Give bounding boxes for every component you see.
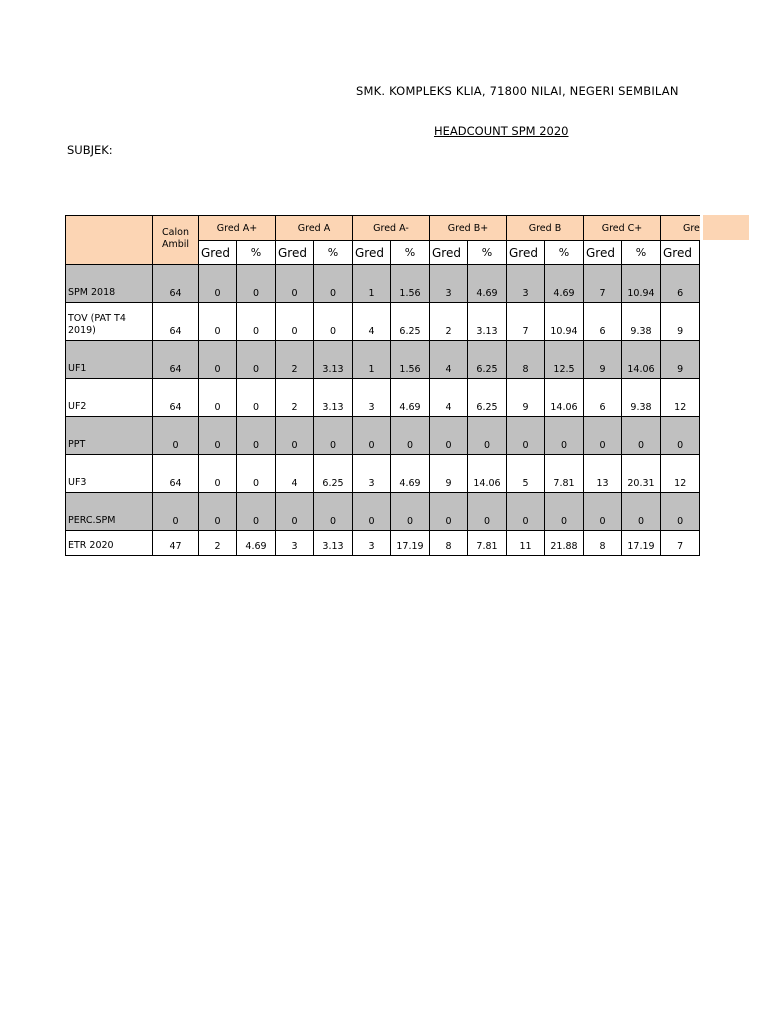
- row-label: TOV (PAT T4 2019): [66, 303, 153, 341]
- gred-count-cell: 7: [507, 303, 545, 341]
- percent-cell: 0: [314, 265, 353, 303]
- table-row: [66, 417, 700, 455]
- percent-cell: 0: [314, 493, 353, 531]
- grade-header: Gred C+: [584, 216, 661, 241]
- percent-cell: 3.13: [314, 379, 353, 417]
- percent-cell: 0: [622, 493, 661, 531]
- gred-count-cell: 3: [353, 531, 391, 556]
- sub-header-gred: Gred: [276, 241, 314, 265]
- percent-cell: 0: [237, 265, 276, 303]
- calon-cell: 64: [153, 341, 199, 379]
- gred-count-cell: 0: [199, 265, 237, 303]
- gred-count-cell: 0: [276, 303, 314, 341]
- percent-cell: 14.06: [622, 341, 661, 379]
- percent-cell: 9.38: [622, 303, 661, 341]
- sub-header-percent: %: [237, 241, 276, 265]
- calon-cell: 0: [153, 493, 199, 531]
- gred-count-cell: 0: [507, 493, 545, 531]
- percent-cell: 10.94: [622, 265, 661, 303]
- gred-count-cell: 2: [199, 531, 237, 556]
- gred-count-cell: 0: [199, 417, 237, 455]
- gred-count-cell: 9: [584, 341, 622, 379]
- gred-count-cell: 3: [276, 531, 314, 556]
- percent-cell: 0: [237, 379, 276, 417]
- percent-cell: 3.13: [314, 341, 353, 379]
- gred-count-cell: 0: [353, 493, 391, 531]
- sub-header-gred: Gred: [584, 241, 622, 265]
- sub-header-percent: %: [545, 241, 584, 265]
- gred-count-cell: 0: [661, 493, 700, 531]
- gred-count-cell: 0: [430, 493, 468, 531]
- sub-header-percent: %: [314, 241, 353, 265]
- percent-cell: 1.56: [391, 341, 430, 379]
- percent-cell: 0: [237, 455, 276, 493]
- percent-cell: 14.06: [545, 379, 584, 417]
- percent-cell: 0: [314, 303, 353, 341]
- gred-count-cell: 0: [276, 265, 314, 303]
- percent-cell: 6.25: [468, 341, 507, 379]
- percent-cell: 6.25: [314, 455, 353, 493]
- gred-count-cell: 0: [507, 417, 545, 455]
- sub-header-gred: Gred: [430, 241, 468, 265]
- gred-count-cell: 5: [507, 455, 545, 493]
- row-label: ETR 2020: [66, 531, 153, 556]
- gred-count-cell: 9: [430, 455, 468, 493]
- calon-cell: 47: [153, 531, 199, 556]
- sub-header-gred: Gred: [199, 241, 237, 265]
- school-name: SMK. KOMPLEKS KLIA, 71800 NILAI, NEGERI SEMBILAN: [356, 84, 679, 98]
- percent-cell: 4.69: [391, 379, 430, 417]
- gred-count-cell: 12: [661, 379, 700, 417]
- percent-cell: 0: [237, 303, 276, 341]
- percent-cell: 10.94: [545, 303, 584, 341]
- percent-cell: 0: [622, 417, 661, 455]
- gred-count-cell: 9: [661, 303, 700, 341]
- grade-header: Gred B: [507, 216, 584, 241]
- percent-cell: 4.69: [468, 265, 507, 303]
- table-body: [66, 265, 700, 556]
- gred-count-cell: 1: [353, 265, 391, 303]
- gred-count-cell: 8: [507, 341, 545, 379]
- gred-count-cell: 9: [507, 379, 545, 417]
- percent-cell: 14.06: [468, 455, 507, 493]
- gred-count-cell: 1: [353, 341, 391, 379]
- percent-cell: 0: [545, 417, 584, 455]
- row-label: SPM 2018: [66, 265, 153, 303]
- calon-cell: 64: [153, 303, 199, 341]
- gred-count-cell: 8: [430, 531, 468, 556]
- percent-cell: 21.88: [545, 531, 584, 556]
- row-label: PPT: [66, 417, 153, 455]
- sub-header-gred: Gred: [353, 241, 391, 265]
- table-row: [66, 379, 700, 417]
- gred-count-cell: 0: [199, 455, 237, 493]
- sub-header-percent: %: [468, 241, 507, 265]
- gred-count-cell: 2: [276, 379, 314, 417]
- calon-cell: 64: [153, 379, 199, 417]
- percent-cell: 20.31: [622, 455, 661, 493]
- gred-count-cell: 11: [507, 531, 545, 556]
- percent-cell: 4.69: [545, 265, 584, 303]
- percent-cell: 0: [237, 493, 276, 531]
- gred-count-cell: 4: [430, 379, 468, 417]
- gred-count-cell: 0: [584, 493, 622, 531]
- percent-cell: 3.13: [468, 303, 507, 341]
- grade-header: Gred A-: [353, 216, 430, 241]
- gred-count-cell: 3: [430, 265, 468, 303]
- sub-header-gred: Gred: [507, 241, 545, 265]
- percent-cell: 12.5: [545, 341, 584, 379]
- gred-count-cell: 13: [584, 455, 622, 493]
- grade-header: Gred A: [276, 216, 353, 241]
- headcount-table: [65, 215, 700, 556]
- percent-cell: 4.69: [237, 531, 276, 556]
- percent-cell: 1.56: [391, 265, 430, 303]
- row-label: UF2: [66, 379, 153, 417]
- percent-cell: 3.13: [314, 531, 353, 556]
- row-label: UF3: [66, 455, 153, 493]
- gred-count-cell: 0: [584, 417, 622, 455]
- gred-count-cell: 0: [276, 417, 314, 455]
- subject-label: SUBJEK:: [67, 143, 113, 157]
- gred-count-cell: 6: [661, 265, 700, 303]
- gred-count-cell: 3: [353, 455, 391, 493]
- gred-count-cell: 6: [584, 379, 622, 417]
- gred-count-cell: 7: [661, 531, 700, 556]
- percent-cell: 0: [468, 493, 507, 531]
- gred-count-cell: 3: [353, 379, 391, 417]
- percent-cell: 0: [237, 417, 276, 455]
- gred-count-cell: 7: [584, 265, 622, 303]
- gred-count-cell: 0: [199, 493, 237, 531]
- gred-count-cell: 4: [276, 455, 314, 493]
- percent-cell: 6.25: [468, 379, 507, 417]
- grade-header: Gred A+: [199, 216, 276, 241]
- calon-cell: 64: [153, 455, 199, 493]
- calon-cell: 0: [153, 417, 199, 455]
- gred-count-cell: 9: [661, 341, 700, 379]
- gred-count-cell: 2: [276, 341, 314, 379]
- gred-count-cell: 0: [430, 417, 468, 455]
- sub-header-percent: %: [622, 241, 661, 265]
- gred-count-cell: 0: [199, 341, 237, 379]
- table-row: [66, 455, 700, 493]
- percent-cell: 7.81: [545, 455, 584, 493]
- report-title: HEADCOUNT SPM 2020: [434, 124, 569, 138]
- gred-count-cell: 0: [353, 417, 391, 455]
- calon-cell: 64: [153, 265, 199, 303]
- percent-cell: 0: [545, 493, 584, 531]
- gred-count-cell: 12: [661, 455, 700, 493]
- table-row: [66, 265, 700, 303]
- gred-count-cell: 0: [199, 303, 237, 341]
- gred-count-cell: 0: [276, 493, 314, 531]
- gred-count-cell: 0: [661, 417, 700, 455]
- sub-header-gred: Gred: [661, 241, 700, 265]
- percent-cell: 4.69: [391, 455, 430, 493]
- grade-header-partial: Gre: [661, 216, 700, 241]
- percent-cell: 0: [391, 493, 430, 531]
- percent-cell: 0: [468, 417, 507, 455]
- header-overflow-cell: [703, 215, 749, 240]
- percent-cell: 7.81: [468, 531, 507, 556]
- percent-cell: 17.19: [622, 531, 661, 556]
- calon-header: Calon Ambil: [153, 216, 199, 265]
- grade-header-row: [66, 216, 700, 241]
- grade-header: Gred B+: [430, 216, 507, 241]
- percent-cell: 9.38: [622, 379, 661, 417]
- gred-count-cell: 6: [584, 303, 622, 341]
- row-label: PERC.SPM: [66, 493, 153, 531]
- sub-header-percent: %: [391, 241, 430, 265]
- gred-count-cell: 0: [199, 379, 237, 417]
- percent-cell: 6.25: [391, 303, 430, 341]
- percent-cell: 0: [314, 417, 353, 455]
- table-row: [66, 531, 700, 556]
- label-header-cell: [66, 216, 153, 265]
- percent-cell: 17.19: [391, 531, 430, 556]
- table-row: [66, 493, 700, 531]
- row-label: UF1: [66, 341, 153, 379]
- percent-cell: 0: [391, 417, 430, 455]
- table-row: [66, 341, 700, 379]
- gred-count-cell: 2: [430, 303, 468, 341]
- gred-count-cell: 4: [353, 303, 391, 341]
- gred-count-cell: 4: [430, 341, 468, 379]
- gred-count-cell: 8: [584, 531, 622, 556]
- percent-cell: 0: [237, 341, 276, 379]
- gred-count-cell: 3: [507, 265, 545, 303]
- table-row: [66, 303, 700, 341]
